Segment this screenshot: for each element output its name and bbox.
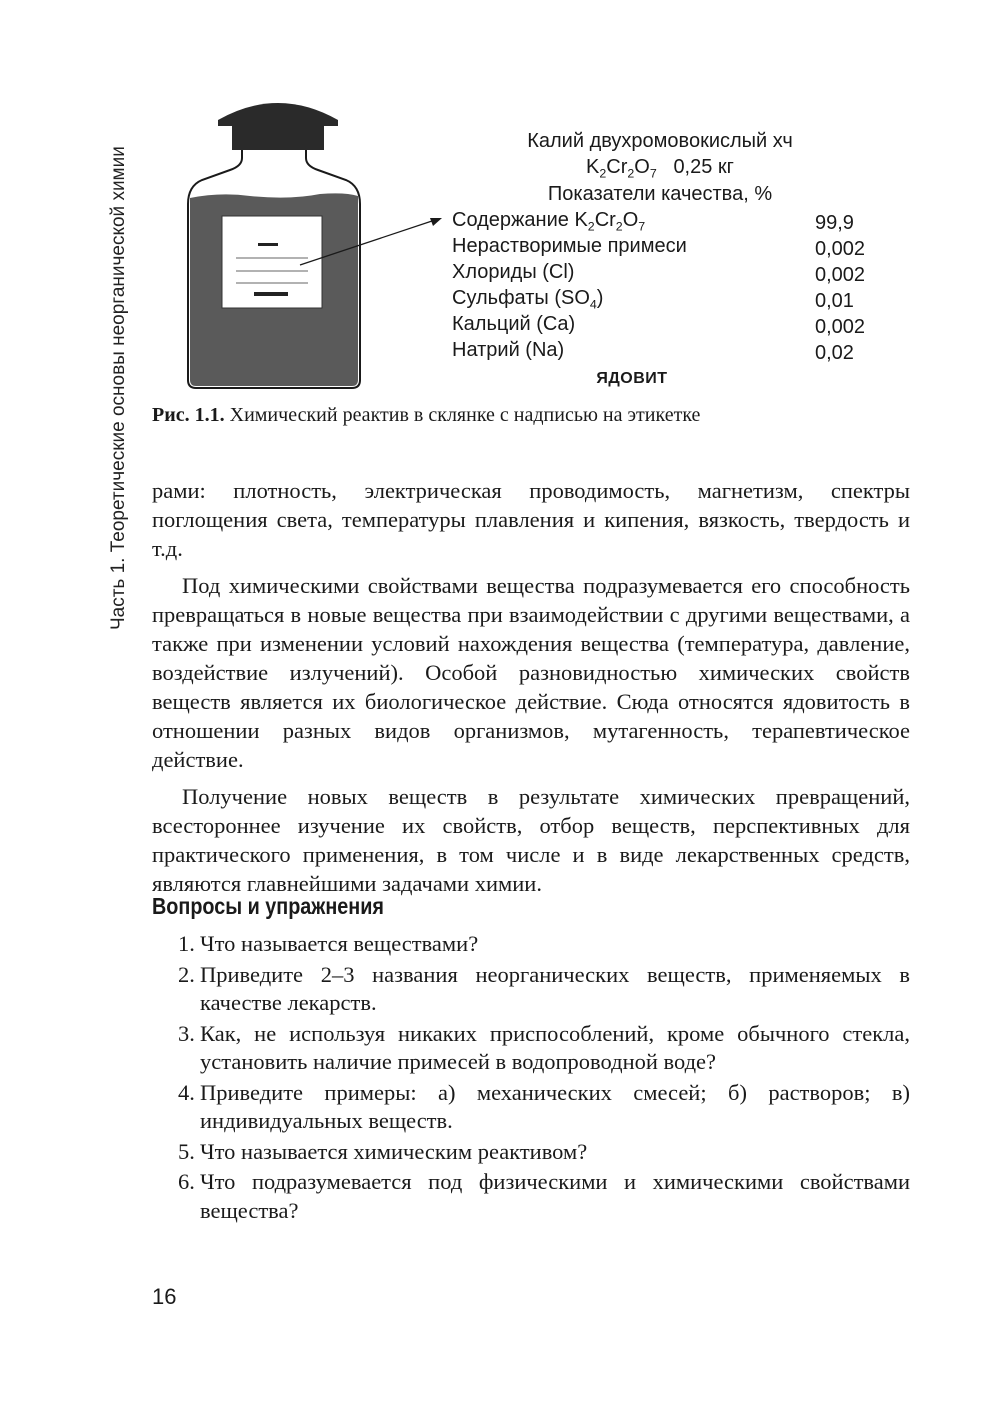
list-item — [178, 1020, 910, 1077]
label-value: 0,002 — [815, 316, 866, 338]
running-header: Часть 1. Теоретические основы неорганической химии — [108, 146, 129, 630]
label-quality-title: Показатели качества, % — [547, 183, 773, 205]
label-value: 99,9 — [815, 212, 854, 234]
figure-caption — [152, 404, 700, 427]
page-number: 16 — [152, 1284, 177, 1309]
item-text: Что подразумевается под физическими и химическими свойствами вещества? — [200, 1169, 910, 1223]
label-row-sulfates: Сульфаты $(SO_4)$ — [452, 287, 604, 312]
label-value: 0,002 — [815, 264, 866, 286]
label-row-content: Содержание $K_2Cr_2O_7$ — [452, 209, 646, 234]
label-value: 0,01 — [815, 290, 854, 312]
paragraph: Получение новых веществ в результате химических превращений, всестороннее изучение их свойств, отбор веществ, перспективных для практического применения, в том числе и в виде лекарственных средств, являются главнейшими задачами химии. — [152, 784, 910, 896]
label-row-calcium: Кальций (Ca) — [452, 313, 576, 335]
item-number: 1. — [178, 931, 195, 956]
bottle-cap-dome — [218, 103, 338, 126]
item-text: Что называется веществами? — [200, 931, 479, 956]
list-item — [178, 1138, 910, 1167]
label-formula-mass: $K_2Cr_2O_7$ 0,25 кг — [586, 156, 734, 181]
label-poison-warning: ЯДОВИТ — [596, 370, 668, 387]
body-text — [152, 476, 910, 906]
item-number: 6. — [178, 1169, 195, 1194]
section-heading: Вопросы и упражнения — [152, 893, 384, 919]
paragraph: рами: плотность, электрическая проводимость, магнетизм, спектры поглощения света, температуры плавления и кипения, вязкость, твердость и т.д. — [152, 478, 910, 561]
label-value: 0,002 — [815, 238, 866, 260]
label-row-chlorides: Хлориды (Cl) — [452, 261, 575, 283]
label-row-sodium: Натрий (Na) — [452, 339, 565, 361]
item-text: Приведите 2–3 названия неорганических веществ, применяемых в качестве лекарств. — [200, 961, 910, 1015]
label-line1: Калий двухромовокислый хч — [527, 130, 793, 152]
item-number: 5. — [178, 1138, 195, 1164]
paragraph: Под химическими свойствами вещества подразумевается его способность превращаться в новые вещества при взаимодействии с другими веществами, а также при изменении условий нахождения вещества (температура, давление, воздействие излучений). Особой разновидностью химических свойств веществ является их биологическое действие. Сюда относятся ядовитость в отношении разных видов организмов, мутагенность, терапевтическое действие. — [152, 573, 910, 772]
item-number: 2. — [178, 961, 195, 987]
item-number: 4. — [178, 1079, 195, 1105]
figure-reagent-bottle — [150, 88, 910, 408]
questions-list — [178, 930, 910, 1227]
item-text: Как, не используя никаких приспособлений, кроме обычного стекла, установить наличие примесей в водопроводной воде? — [200, 1020, 910, 1074]
list-item — [178, 1079, 910, 1136]
label-row-insoluble: Нерастворимые примеси — [452, 235, 687, 257]
item-text: Приведите примеры: а) механических смесей; б) растворов; в) индивидуальных веществ. — [200, 1079, 910, 1133]
caption-text: Химический реактив в склянке с надписью на этикетке — [224, 404, 701, 426]
bottle-cap-neck — [232, 124, 324, 150]
list-item — [178, 961, 910, 1018]
list-item — [178, 930, 910, 959]
label-value: 0,02 — [815, 342, 854, 364]
list-item — [178, 1168, 910, 1225]
item-text: Что называется химическим реактивом? — [200, 1138, 588, 1164]
caption-number: Рис. 1.1. — [152, 404, 225, 426]
item-number: 3. — [178, 1020, 195, 1046]
